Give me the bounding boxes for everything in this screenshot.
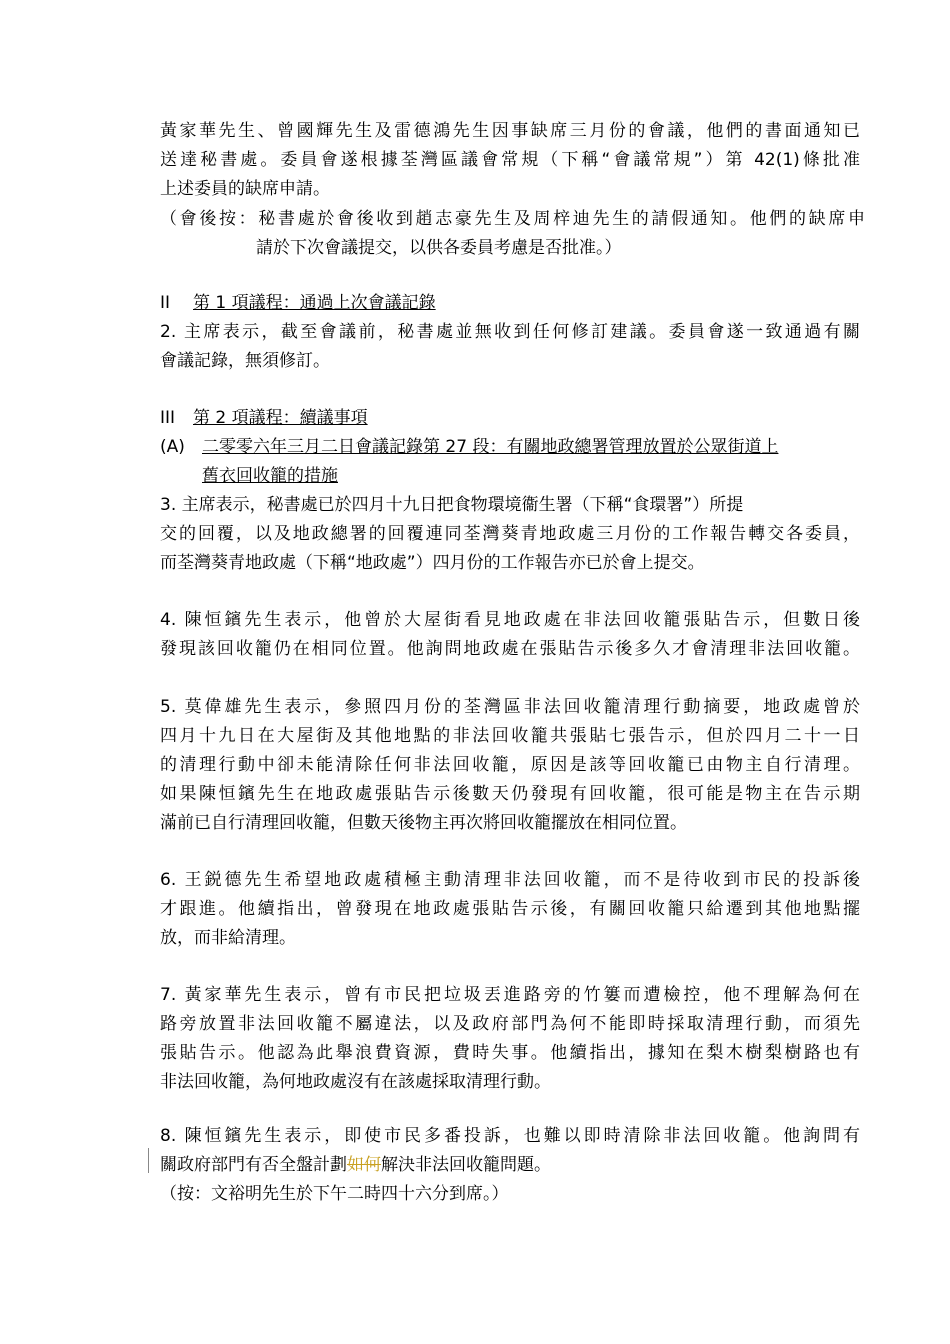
text-segment: 解決非法回收籠問題。 (381, 1155, 551, 1175)
text-line (160, 1151, 860, 1180)
attendance-note (160, 1180, 860, 1209)
paragraph-3 (160, 491, 860, 578)
text-line: （會後按：秘書處於會後收到趙志豪先生及周梓迪先生的請假通知。他們的缺席申 (160, 209, 865, 229)
agenda-item-2-heading (160, 404, 860, 433)
text-line (160, 433, 860, 462)
text-line: 3. 主席表示，秘書處已於四月十九日把食物環境衞生署（下稱“食環署”）所提 (160, 495, 744, 515)
paragraph-6 (160, 866, 860, 953)
text-line: 8. 陳恒鑌先生表示，即使市民多番投訴，也難以即時清除非法回收籠。他詢問有 (160, 1126, 860, 1146)
text-line: 2. 主席表示，截至會議前，秘書處並無收到任何修訂建議。委員會遂一致通過有關 (160, 322, 860, 342)
text-segment: 關政府部門有否全盤計劃 (160, 1155, 347, 1175)
text-line: 交的回覆，以及地政總署的回覆連同荃灣葵青地政處三月份的工作報告轉交各委員， (160, 524, 860, 544)
paragraph-5 (160, 693, 860, 838)
text-line: 路旁放置非法回收籠不屬違法，以及政府部門為何不能即時採取清理行動，而須先 (160, 1014, 860, 1034)
text-line: 放，而非給清理。 (160, 928, 296, 948)
agenda-item-1-heading (160, 289, 860, 318)
section-title: 第 2 項議程：續議事項 (193, 408, 368, 428)
text-line: 張貼告示。他認為此舉浪費資源，費時失事。他續指出，據知在梨木樹梨樹路也有 (160, 1043, 860, 1063)
text-line: 5. 莫偉雄先生表示，參照四月份的荃灣區非法回收籠清理行動摘要，地政處曾於 (160, 697, 860, 717)
revision-change-bar (148, 1148, 149, 1173)
section-number: III (160, 408, 176, 428)
text-line: 才跟進。他續指出，曾發現在地政處張貼告示後，有關回收籠只給遷到其他地點擺 (160, 899, 860, 919)
text-line: 送達秘書處。委員會遂根據荃灣區議會常規（下稱“會議常規”）第 42(1)條批准 (160, 150, 860, 170)
text-line: 7. 黃家華先生表示，曾有市民把垃圾丟進路旁的竹簍而遭檢控，他不理解為何在 (160, 985, 860, 1005)
section-title: 第 1 項議程：通過上次會議記錄 (193, 293, 436, 313)
text-line: 4. 陳恒鑌先生表示，他曾於大屋街看見地政處在非法回收籠張貼告示，但數日後 (160, 610, 860, 630)
sub-item-title-cont: 舊衣回收籠的措施 (202, 466, 338, 486)
text-line: 如果陳恒鑌先生在地政處張貼告示後數天仍發現有回收籠，很可能是物主在告示期 (160, 784, 860, 804)
text-line: 四月十九日在大屋街及其他地點的非法回收籠共張貼七張告示，但於四月二十一日 (160, 726, 860, 746)
text-line: 非法回收籠，為何地政處沒有在該處採取清理行動。 (160, 1072, 551, 1092)
text-line: 的清理行動中卻未能清除任何非法回收籠，原因是該等回收籠已由物主自行清理。 (160, 755, 860, 775)
sub-item-a-heading (160, 433, 860, 491)
paragraph-8 (160, 1122, 860, 1180)
text-line: 滿前已自行清理回收籠，但數天後物主再次將回收籠擺放在相同位置。 (160, 813, 687, 833)
sub-item-title: 二零零六年三月二日會議記錄第 27 段：有關地政總署管理放置於公眾街道上 (202, 437, 779, 457)
paragraph-2 (160, 318, 860, 376)
post-meeting-note (160, 205, 865, 263)
tracked-deletion: 如何 (347, 1155, 381, 1175)
paragraph-7 (160, 981, 860, 1097)
absence-paragraph (160, 117, 860, 204)
text-line (160, 462, 860, 491)
text-line: 6. 王鋭德先生希望地政處積極主動清理非法回收籠，而不是待收到市民的投訴後 (160, 870, 860, 890)
section-number: II (160, 293, 171, 313)
text-line: 請於下次會議提交，以供各委員考慮是否批准。） (256, 238, 622, 258)
text-line: 而荃灣葵青地政處（下稱“地政處”）四月份的工作報告亦已於會上提交。 (160, 553, 705, 573)
paragraph-4 (160, 606, 860, 664)
text-line: 會議記錄，無須修訂。 (160, 351, 330, 371)
text-line: （按：文裕明先生於下午二時四十六分到席。） (160, 1184, 509, 1204)
text-line: 黃家華先生、曾國輝先生及雷德鴻先生因事缺席三月份的會議，他們的書面通知已 (160, 121, 860, 141)
text-line: 上述委員的缺席申請。 (160, 179, 330, 199)
sub-item-label: (A) (160, 437, 185, 457)
text-line: 發現該回收籠仍在相同位置。他詢問地政處在張貼告示後多久才會清理非法回收籠。 (160, 639, 860, 659)
